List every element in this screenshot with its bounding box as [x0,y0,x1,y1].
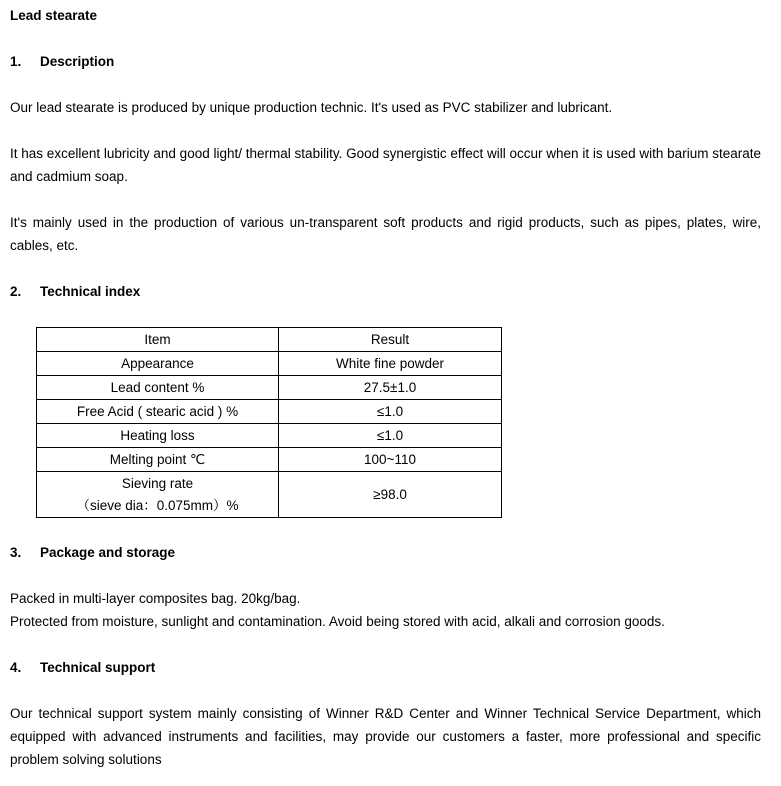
section-heading-package-storage [10,545,175,560]
section-title: Technical support [40,660,156,675]
table-row [37,352,502,376]
row-result: ≥98.0 [279,472,502,518]
section-title: Package and storage [40,545,176,560]
row-result: ≤1.0 [279,400,502,424]
row-item: Lead content % [37,376,279,400]
package-line-1: Packed in multi-layer composites bag. 20kg/bag. [10,591,301,606]
package-line-2: Protected from moisture, sunlight and contamination. Avoid being stored with acid, alkali and corrosion goods. [10,614,665,629]
row-result: White fine powder [279,352,502,376]
row-result: 27.5±1.0 [279,376,502,400]
section-title: Description [40,54,115,69]
description-paragraph-1: Our lead stearate is produced by unique production technic. It's used as PVC stabilizer and lubricant. [10,100,613,115]
row-result: 100~110 [279,448,502,472]
section-number: 2. [10,284,22,299]
table-row [37,400,502,424]
section-number: 4. [10,660,22,675]
row-result: ≤1.0 [279,424,502,448]
table-row [37,472,502,518]
section-heading-description [10,54,114,69]
row-item [37,472,279,518]
description-paragraph-2: It has excellent lubricity and good light/ thermal stability. Good synergistic effect will occur when it is used with barium stearate and cadmium soap. [10,146,761,184]
row-item-line-1: Sieving rate [121,475,194,491]
document-title: Lead stearate [10,8,98,23]
technical-index-table [36,327,502,518]
description-paragraph-3: It's mainly used in the production of various un-transparent soft products and rigid products, such as pipes, plates, wire, cables, etc. [10,215,761,253]
table-row [37,424,502,448]
row-item: Appearance [37,352,279,376]
row-item: Heating loss [37,424,279,448]
row-item: Melting point ℃ [37,448,279,472]
section-heading-technical-support [10,660,155,675]
section-number: 3. [10,545,22,560]
row-item-line-2: （sieve dia：0.075mm）% [76,497,239,513]
table-row [37,376,502,400]
technical-support-paragraph: Our technical support system mainly consisting of Winner R&D Center and Winner Technical Service Department, which equipped with advanced instruments and facilities, may provide our customers a faster, more professional and specific problem solving solutions [10,706,761,767]
row-item: Free Acid ( stearic acid ) % [37,400,279,424]
table-row [37,448,502,472]
header-result: Result [279,328,502,352]
section-title: Technical index [40,284,141,299]
section-number: 1. [10,54,22,69]
header-item: Item [37,328,279,352]
section-heading-technical-index [10,284,140,299]
table-header-row [37,328,502,352]
